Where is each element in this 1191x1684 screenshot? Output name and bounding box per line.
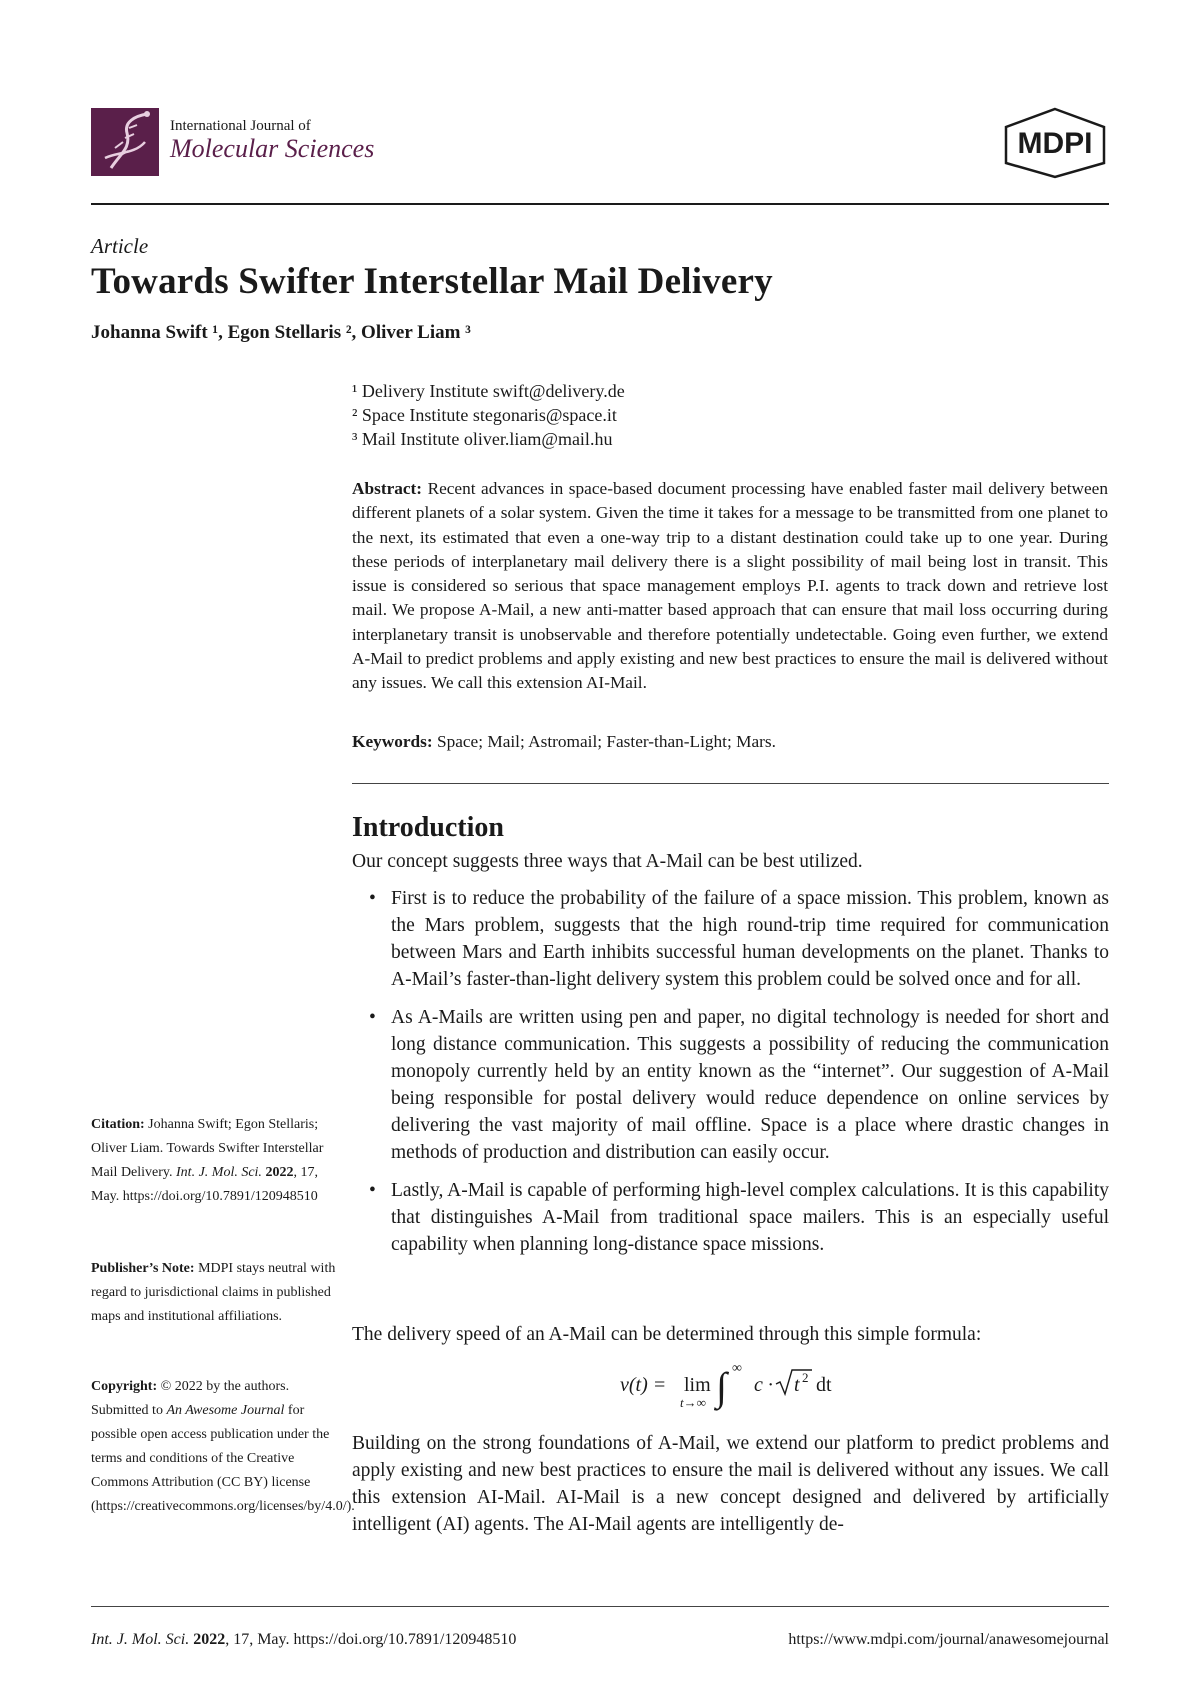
- formula-lim-sub: t→∞: [680, 1395, 706, 1410]
- formula-integral: ∫: [716, 1364, 727, 1409]
- keywords-label: Keywords:: [352, 732, 433, 751]
- bullet-icon: •: [369, 1180, 376, 1201]
- bullet-icon: •: [369, 888, 376, 909]
- footer-url[interactable]: https://www.mdpi.com/journal/anawesomejournal: [788, 1631, 1109, 1648]
- formula-upper-bound: ∞: [732, 1361, 742, 1376]
- section-heading-introduction: Introduction: [352, 812, 504, 843]
- list-item: • Lastly, A-Mail is capable of performing high-level complex calculations. It is this capability that distinguishes A-Mail from traditional space mailers. This is an especially useful capability when planning long-distance space missions.: [352, 1177, 1109, 1258]
- publisher-note: Publisher’s Note: MDPI stays neutral with regard to jurisdictional claims in published maps and institutional affiliations.: [91, 1261, 336, 1324]
- keywords: [352, 732, 1108, 752]
- publisher-name: MDPI: [1017, 127, 1093, 160]
- keywords-text: Space; Mail; Astromail; Faster-than-Light; Mars.: [432, 732, 776, 751]
- affiliation-3: ³ Mail Institute oliver.liam@mail.hu: [352, 429, 613, 449]
- affiliation-2: ² Space Institute stegonaris@space.it: [352, 405, 617, 425]
- publisher-logo: [1002, 107, 1108, 179]
- bullet-icon: •: [369, 1007, 376, 1028]
- article-type: Article: [91, 234, 149, 258]
- header-divider: [91, 203, 1109, 205]
- abstract-text: Recent advances in space-based document processing have enabled faster mail delivery between different planets of a solar system. Given the time it takes for a message to be transmitted from one planet to the next, its estimated that even a one-way trip to a distant destination could take up to one year. During these periods of interplanetary mail delivery there is a slight possibility of mail being lost in transit. This issue is considered so serious that space management employs P.I. agents to track down and retrieve lost mail. We propose A-Mail, a new anti-matter based approach that can ensure that mail loss occurring during interplanetary transit is unobservable and therefore potentially undetectable. Going even further, we extend A-Mail to predict problems and apply existing and new best practices to ensure the mail is delivered without any issues. We call this extension AI-Mail.: [352, 479, 1108, 693]
- abstract-divider: [352, 783, 1109, 784]
- journal-name-line1: International Journal of: [170, 118, 311, 134]
- journal-logo: [91, 108, 159, 176]
- intro-bullet-list: [352, 885, 1109, 1269]
- formula-lhs: v(t) =: [620, 1374, 667, 1396]
- formula-lim: lim: [684, 1374, 711, 1396]
- affiliation-1: ¹ Delivery Institute swift@delivery.de: [352, 381, 625, 401]
- formula-body: c ·: [754, 1374, 773, 1396]
- intro-lead: Our concept suggests three ways that A-Mail can be best utilized.: [352, 851, 863, 872]
- journal-name-line2: Molecular Sciences: [170, 134, 375, 163]
- list-item: • As A-Mails are written using pen and paper, no digital technology is needed for short and long distance communication. This suggests a possibility of reducing the communication monopoly currently held by an entity known as the “internet”. Our suggestion of A-Mail being responsible for postal delivery would reduce dependence on online services by delivering the vast majority of mail offline. Space is a place where drastic changes in methods of production and distribution can easily occur.: [352, 1004, 1109, 1166]
- formula-sqrt-arg: t: [794, 1374, 800, 1396]
- closing-paragraph: Building on the strong foundations of A-Mail, we extend our platform to predict problems and apply existing and new best practices to ensure the mail is delivered without any issues. We call this extension AI-Mail. AI-Mail is a new concept designed and delivered by artificially intelligent (AI) agents. The AI-Mail agents are intelligently de-: [352, 1433, 1109, 1535]
- article-title: Towards Swifter Interstellar Mail Delivery: [91, 261, 773, 302]
- delivery-speed-formula: [352, 1360, 1109, 1416]
- citation-note: Citation: Johanna Swift; Egon Stellaris; Oliver Liam. Towards Swifter Interstellar Mail Delivery. Int. J. Mol. Sci. 2022, 17, May. https://doi.org/10.7891/120948510: [91, 1117, 324, 1204]
- abstract: [352, 477, 1108, 696]
- copyright-note: Copyright: © 2022 by the authors. Submitted to An Awesome Journal for possible open access publication under the terms and conditions of the Creative Commons Attribution (CC BY) license (https://creativecommons.org/licenses/by/4.0/).: [91, 1379, 355, 1514]
- formula-dt: dt: [816, 1374, 832, 1396]
- abstract-label: Abstract:: [352, 479, 423, 498]
- formula-sqrt-exp: 2: [802, 1370, 809, 1385]
- footer-divider: [91, 1606, 1109, 1607]
- formula-lead: The delivery speed of an A-Mail can be determined through this simple formula:: [352, 1324, 982, 1345]
- author-list: Johanna Swift ¹, Egon Stellaris ², Oliver Liam ³: [91, 322, 471, 343]
- list-item: • First is to reduce the probability of the failure of a space mission. This problem, known as the Mars problem, suggests that the high round-trip time required for communication between Mars and Earth inhibits successful human developments on the planet. Thanks to A-Mail’s faster-than-light delivery system this problem could be solved once and for all.: [352, 885, 1109, 993]
- footer-citation: Int. J. Mol. Sci. 2022, 17, May. https://doi.org/10.7891/120948510: [91, 1631, 517, 1648]
